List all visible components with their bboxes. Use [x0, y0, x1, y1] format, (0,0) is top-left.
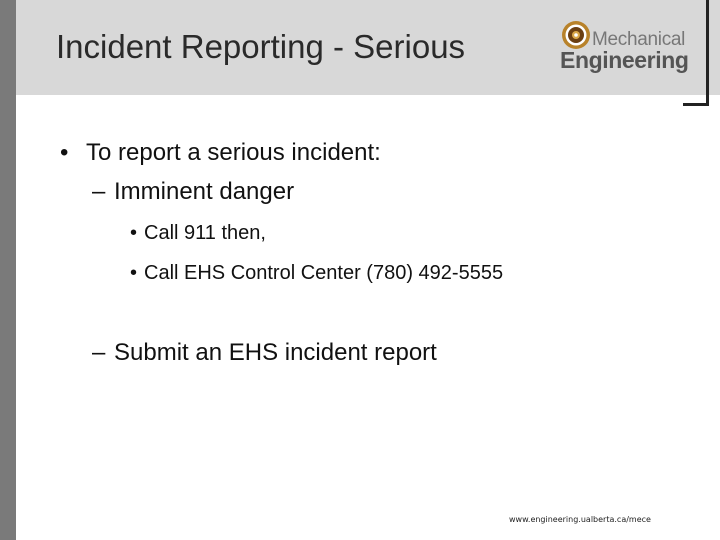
bullet-marker: • [130, 222, 138, 244]
sub-sub-bullet-text: Call 911 then, [144, 222, 266, 244]
sub-sub-bullet-item [130, 222, 266, 245]
dash-marker: – [92, 178, 106, 205]
bullet-marker: • [130, 262, 138, 284]
slide-title: Incident Reporting - Serious [56, 28, 466, 65]
sub-bullet-item [92, 339, 437, 367]
sub-sub-bullet-text: Call EHS Control Center (780) 492-5555 [144, 262, 504, 284]
bullet-marker: • [60, 139, 69, 166]
footer-url-link[interactable]: www.engineering.ualberta.ca/mece [509, 515, 651, 524]
sub-bullet-text: Submit an EHS incident report [114, 339, 437, 366]
logo-text-engineering: Engineering [560, 47, 689, 73]
logo-text-mechanical: Mechanical [592, 29, 686, 50]
sub-bullet-text: Imminent danger [114, 178, 295, 205]
dash-marker: – [92, 339, 106, 366]
bullet-item [60, 139, 381, 167]
bullet-text: To report a serious incident: [86, 139, 381, 166]
sub-bullet-item [92, 178, 294, 206]
sub-sub-bullet-item [130, 262, 503, 285]
